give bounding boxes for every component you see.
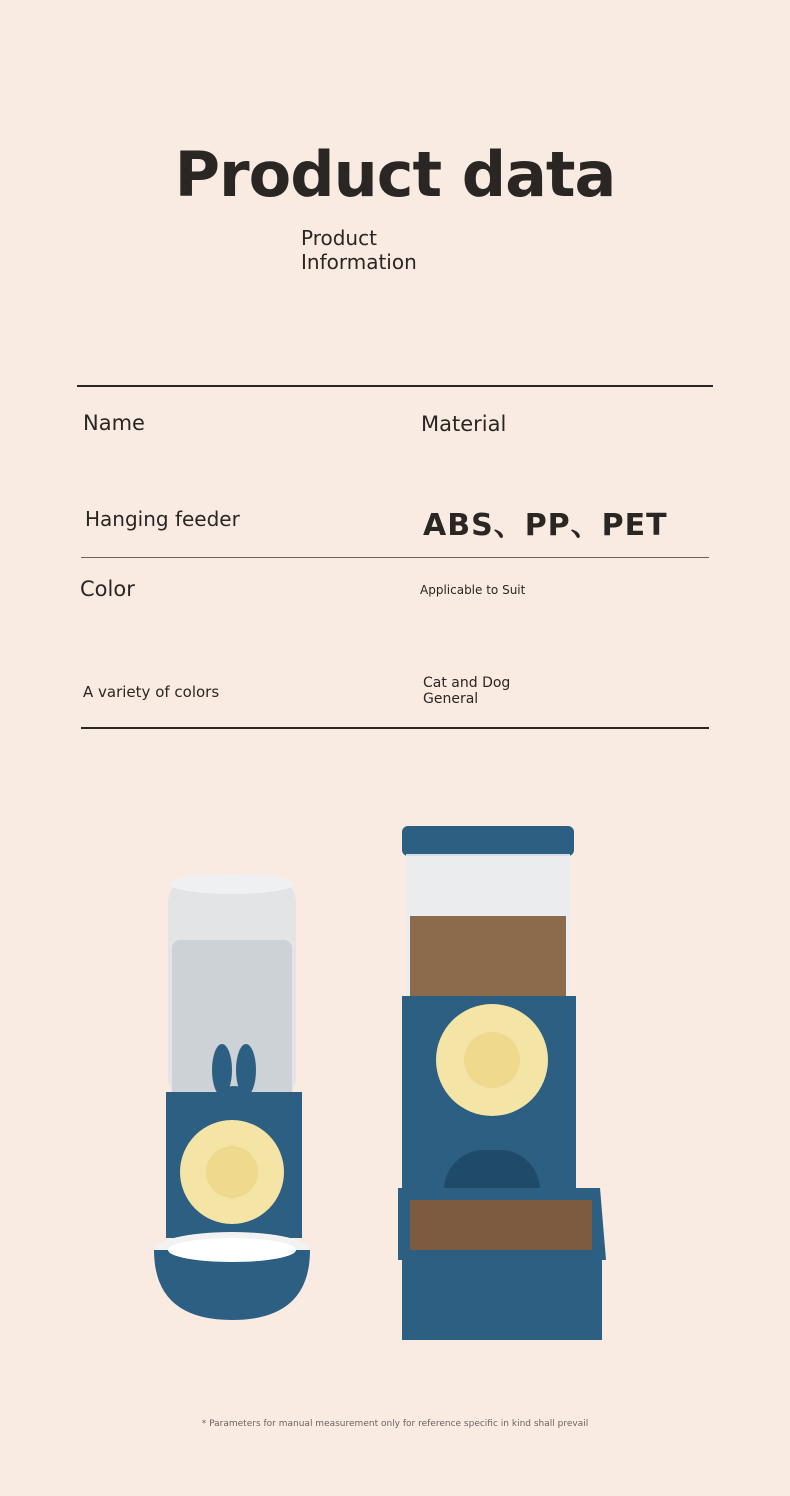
table-top-rule — [77, 385, 713, 387]
food-feeder-image — [398, 826, 606, 1340]
page-title: Product data — [174, 138, 616, 211]
water-feeder-image — [154, 874, 310, 1320]
footnote: * Parameters for manual measurement only for reference specific in kind shall prevail — [201, 1419, 589, 1429]
applicable-label: Applicable to Suit — [420, 583, 526, 597]
product-illustration — [140, 820, 620, 1360]
name-label: Name — [83, 411, 145, 435]
material-value: ABS、PP、PET — [423, 508, 668, 543]
material-label: Material — [421, 412, 507, 436]
applicable-value: Cat and Dog General — [423, 675, 511, 707]
page-subtitle: Product Information — [301, 226, 417, 274]
color-label: Color — [80, 577, 135, 601]
table-mid-rule — [81, 557, 709, 558]
name-value: Hanging feeder — [85, 507, 240, 531]
color-value: A variety of colors — [83, 683, 220, 701]
table-bottom-rule — [81, 727, 709, 729]
